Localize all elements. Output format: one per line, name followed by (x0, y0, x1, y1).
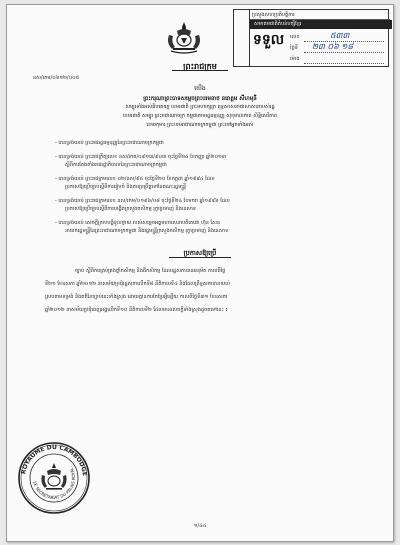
section-title-underline (169, 257, 231, 258)
preamble-line: ខេមរជាតិ សម្បូរ ព្រះរាជាណាចក្រ កម្ពុជាតាមរដ្ឋធម្មនុញ្ញ សុខុមាលភាព សិទ្ធិសេរីភាព (122, 113, 278, 119)
stamp-date-label: ថ្ងៃទី (290, 45, 298, 51)
body-line: ទី២១ ខែឧសភា ឆ្នាំ២០១២ នាសម័យប្រជុំរដ្ឋសភាលើកទី៨ នីតិកាលទី៤ និងដែលព្រឹទ្ធសភាបានយល់ (45, 281, 230, 287)
citation-line: - បានទ្រង់យល់ ព្រះរាជក្រមលេខ ០២/នស/៩៤ ចុះថ្ងៃទី២០ ខែកក្កដា ឆ្នាំ១៩៩៤ ដែល (55, 176, 215, 182)
citation-line: នាយករដ្ឋមន្ត្រីនៃព្រះរាជាណាចក្រកម្ពុជា និងរដ្ឋមន្ត្រីក្រសួងកសិកម្ម រុក្ខាប្រមាញ់ និងនេសាទ (65, 228, 229, 234)
document-type-title: ព្រះរាជក្រម (183, 62, 217, 71)
citation-line: ប្រកាសឱ្យប្រើច្បាប់ស្តីពីការរៀបចំ និងការប្រព្រឹត្តទៅនៃគណៈរដ្ឋមន្ត្រី (65, 184, 187, 190)
citation-line: ប្រកាសឱ្យប្រើច្បាប់ស្តីពីការបង្កើតក្រសួងកសិកម្ម រុក្ខាប្រមាញ់ និងនេសាទ (65, 206, 197, 212)
stamp-number-value: ៥៣៣ (330, 31, 350, 40)
stamp-date-value: ២៣ ០៦ ១៨ (312, 42, 354, 51)
citation-line: - បានទ្រង់យល់ ព្រះរាជក្រឹត្យលេខ នស/រកត/០៩១៣/៩០៣ ចុះថ្ងៃទី២៤ ខែកញ្ញា ឆ្នាំ២០១៣ (55, 154, 227, 160)
stamp-registry-bar: សមាគមជាតិតំបន់បក្សីខ្មែរ (250, 20, 392, 29)
word-ye: យើង (194, 85, 206, 92)
document-page (6, 4, 394, 542)
stamp-registry-label: ប្រសួងសហប្រតិបត្តិការ (250, 11, 390, 20)
body-line: ឆ្នាំ២០១២ នាសម័យប្រជុំពេញអង្គលើកទី១០ នីតិកាលទី២ ដែលមានសេចក្តីទាំងស្រុងដូចតទៅនេះ ៖ (45, 307, 228, 313)
preamble-line: ព្រះករុណាព្រះបាទសម្តេចព្រះបរមនាថ នរោត្តម សីហមុនី (143, 96, 257, 102)
royal-emblem-icon (165, 21, 203, 55)
preamble-line: សម្បូរទាំងអស់ធិបតេយ្យ ខេមរជាតិ ព្រះមហាក្សត្រ ពុទ្ធសាសនាជាសាសនារបស់រដ្ឋ (125, 104, 275, 110)
stamp-date-line (304, 52, 384, 53)
stamp-time-label: ម៉ោង (290, 56, 300, 62)
citation-line: - បានទ្រង់យល់ សេចក្តីក្រាបបង្គំទូលថ្វាយ របស់សម្តេចអគ្គមហាសេនាបតីតេជោ ហ៊ុន សែន (55, 220, 221, 226)
body-line: ស្របតាមទម្រង់ និងគតិនៃច្បាប់នេះទាំងស្រុង ដោយគ្មានការកែប្រែអ្វីឡើយ កាលពីថ្ងៃទី៣១ ខែឧសភា (45, 294, 228, 300)
section-title: ប្រកាសឱ្យប្រើ (183, 249, 217, 257)
body-line: ច្បាប់ ស្តីពីការគ្រប់គ្រងថ្នាំកសិកម្ម និងជីកសិកម្ម ដែលរដ្ឋសភាបានអនុម័ត កាលពីថ្ងៃ (75, 268, 226, 274)
citation-line: - បានទ្រង់យល់ ព្រះរាជក្រមលេខ នស/រកម/០១៩៦/០៨ ចុះថ្ងៃទី២៤ ខែមករា ឆ្នាំ១៩៩៦ ដែល (55, 198, 230, 204)
seal-inner-text: LE SECRÉTARIAT DU PALAIS ROYAL (32, 466, 77, 501)
citation-line: ស្តីពីការតែងតាំងរាជរដ្ឋាភិបាលនៃព្រះរាជាណាចក្រកម្ពុជា (65, 162, 167, 168)
preamble-line: ខេមរកុមារ ព្រះបរមរាជាណាចក្រកម្ពុជា ព្រះចៅអ្នកទាំងអស់ (146, 122, 254, 128)
stamp-number-label: លេខ (290, 34, 300, 40)
title-underline (172, 70, 228, 71)
royal-palace-seal-icon (17, 441, 91, 515)
page-number: ១/៤៤ (193, 523, 207, 529)
registration-stamp (233, 9, 389, 67)
seal-outer-text: ROYAUME DU CAMBODGE (20, 443, 88, 477)
document-number: នស/រកម/០៦១២/០០៥ (33, 75, 80, 81)
citation-line: - បានទ្រង់យល់ ព្រះរាជរដ្ឋធម្មនុញ្ញនៃព្រះរាជាណាចក្រកម្ពុជា (55, 140, 164, 146)
stamp-left-column (234, 10, 250, 66)
stamp-received-label: ទទួល (253, 32, 285, 48)
